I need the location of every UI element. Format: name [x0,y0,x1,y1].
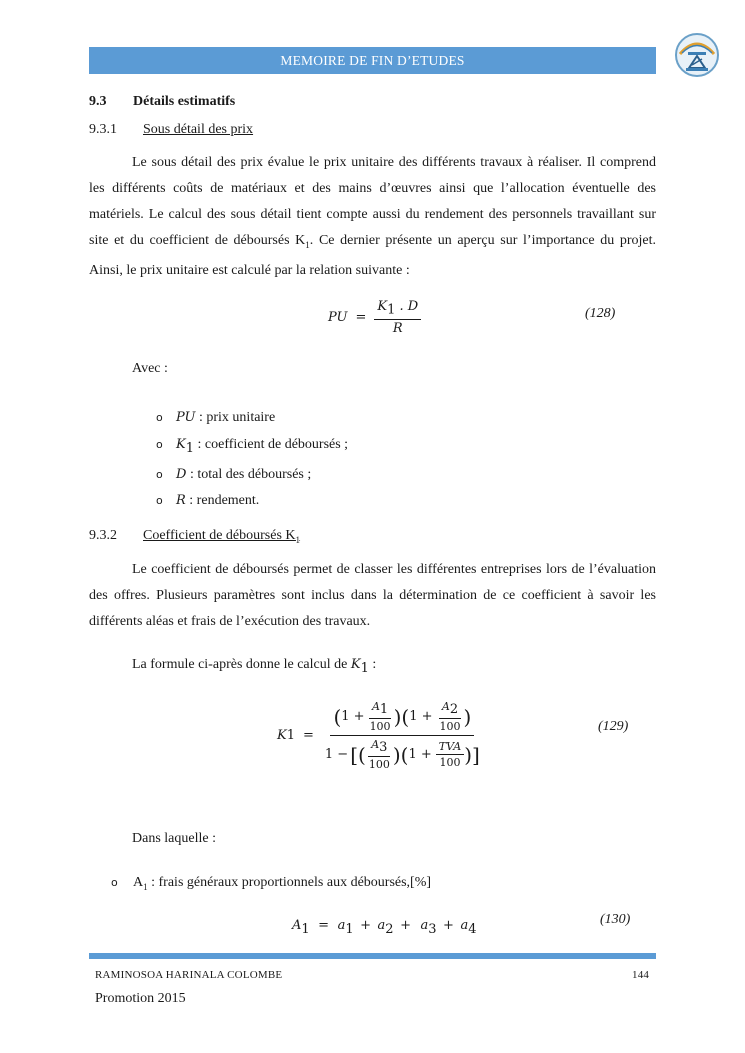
a2-sym: A [441,700,450,713]
a3-sym: A [371,738,380,752]
eq129-fraction [322,700,483,771]
eq128-number: (128) [585,306,616,321]
tva-den: 100 [439,756,461,770]
footer-promotion: Promotion 2015 [95,991,186,1006]
eq130-plus: + [360,918,372,933]
footer-author: RAMINOSOA HARINALA COLOMBE [95,969,283,981]
a3-num [368,738,390,757]
list-item [156,488,348,515]
paren-close: ) [393,704,402,729]
dans-laquelle-label: Dans laquelle : [132,831,216,846]
header-title: MEMOIRE DE FIN D’ETUDES [280,52,465,68]
def-sym: K [176,436,186,452]
def-sym: D [176,466,187,482]
subsection-heading-2 [89,528,300,545]
formula-intro [132,657,376,676]
a1-den: 100 [369,720,391,734]
def-sym: PU [176,410,196,425]
a1-sub: 1 [379,702,389,718]
bullet-icon: o [156,411,163,424]
eq130-plus: + [443,918,454,933]
bullet-icon: o [156,467,163,481]
eq128-denominator: R [392,320,403,336]
eq130-term-sub: 2 [385,921,394,937]
footer-bar [89,953,656,959]
subsection-number-1: 9.3.1 [89,122,117,137]
bracket-open: [ [350,742,359,767]
list-item [156,405,348,432]
paragraph-coefficient: Le coefficient de déboursés permet de classer les différentes entreprises lors de l’évaluation des offres. Plusieurs paramètres sont inclus dans la détermination de ce coefficient à savoir les différents aléas et frais de l’exécution des travaux. [89,562,656,629]
subsection-title-2-text: Coefficient de déboursés K [143,528,296,543]
formula-intro-sym: K [350,657,361,672]
a1-item-sub: 1 [143,881,148,892]
university-emblem-icon [674,32,720,78]
def-sym: R [176,493,186,509]
eq128-numerator [374,299,421,320]
a1-item-sym: A [133,875,144,890]
formula-intro-end: : [368,657,377,672]
def-sub: 1 [185,440,194,456]
list-item [156,432,348,462]
eq130-term-sub: 4 [468,921,477,937]
bullet-icon: o [156,437,163,451]
one-plus: 1 + [341,709,365,725]
equation-130 [292,918,476,937]
a1-fraction [367,700,394,733]
paren-open: ( [401,704,410,729]
eq129-equals: = [303,728,314,744]
formula-intro-sub: 1 [360,660,369,676]
eq129-lhs-sub: 1 [286,728,295,744]
subsection-heading-1 [89,122,253,138]
paren-close: ) [463,704,472,729]
a2-fraction [436,700,463,733]
eq128-lhs: PU [328,309,348,325]
a1-sym: A [371,700,380,713]
eq128-fraction [374,299,421,336]
eq130-term: a [337,918,346,933]
section-title: Détails estimatifs [133,94,236,109]
formula-intro-text: La formule ci-après donne le calcul de [132,657,351,672]
eq128-d: . D [395,299,419,314]
avec-label: Avec : [132,361,168,376]
tva-num: TVA [436,740,464,755]
eq130-term: a [420,918,429,933]
one-plus: 1 + [408,747,432,763]
def-text: : prix unitaire [195,410,276,425]
eq130-term-sub: 1 [345,921,354,937]
bullet-icon: o [111,876,118,889]
eq128-k: K [377,299,388,314]
paren-open: ( [400,742,409,767]
list-item [156,462,348,489]
eq128-equals: = [355,309,367,325]
list-item-a1 [111,875,431,892]
a1-item-text: : frais généraux proportionnels aux déboursés,[%] [147,875,432,890]
tva-fraction [436,740,464,769]
subsection-title-2-sub: 1 [295,534,301,545]
eq130-number: (130) [600,912,631,927]
page-header-bar [89,47,656,74]
section-number: 9.3 [89,94,107,109]
definition-list [156,405,348,515]
eq130-term-sub: 3 [428,921,437,937]
bullet-icon: o [156,494,163,508]
one-plus: 1 + [409,709,433,725]
section-heading [89,94,235,110]
footer-page-number: 144 [632,969,650,981]
paragraph-sous-detail [89,150,656,284]
eq129-lhs: K [277,728,287,744]
one-minus: 1 − [324,747,349,763]
paren-close: ) [392,742,401,767]
eq130-plus: + [400,918,411,933]
paren-open: ( [333,704,342,729]
a1-num [369,700,391,719]
bracket-close: ] [472,742,480,767]
subsection-title-1: Sous détail des prix [143,122,254,137]
a2-sub: 2 [449,702,459,718]
def-text: : total des déboursés ; [186,466,312,482]
eq130-equals: = [318,918,330,933]
a3-fraction [366,738,393,771]
eq128-ksub: 1 [387,302,396,318]
eq129-denominator [322,736,483,771]
eq130-term: a [460,918,469,933]
equation-128 [328,299,421,336]
paragraph-text-b: . Ce dernier présente un aperçu sur l’importance du projet. Ainsi, le prix unitaire est calculé par la relation suivante : [89,233,656,278]
eq129-number: (129) [598,719,629,734]
a2-den: 100 [439,720,461,734]
a3-sub: 3 [379,740,388,756]
eq130-term: a [377,918,386,933]
eq130-lhs: A [292,918,302,933]
equation-129 [277,700,483,771]
paragraph-text-a: Le sous détail des prix évalue le prix unitaire des différents travaux à réaliser. Il comprend les différents coûts de matériaux et des mains d’œuvres ainsi que l’allocation éventuelle des matériels. Le calcul des sous détail tient compte aussi du rendement des personnels travaillant sur site et du coefficient de déboursés K [89,155,656,248]
a2-num [439,700,461,719]
eq129-numerator [330,700,474,736]
def-text: : rendement. [185,493,260,509]
eq130-lhs-sub: 1 [301,921,310,937]
subsection-number-2: 9.3.2 [89,528,117,543]
paren-open: ( [358,742,366,767]
subsection-title-2 [143,528,300,543]
def-text: : coefficient de déboursés ; [194,436,349,452]
paragraph-subscript: 1 [305,239,310,250]
a3-den: 100 [368,758,390,772]
paren-close: ) [464,742,473,767]
